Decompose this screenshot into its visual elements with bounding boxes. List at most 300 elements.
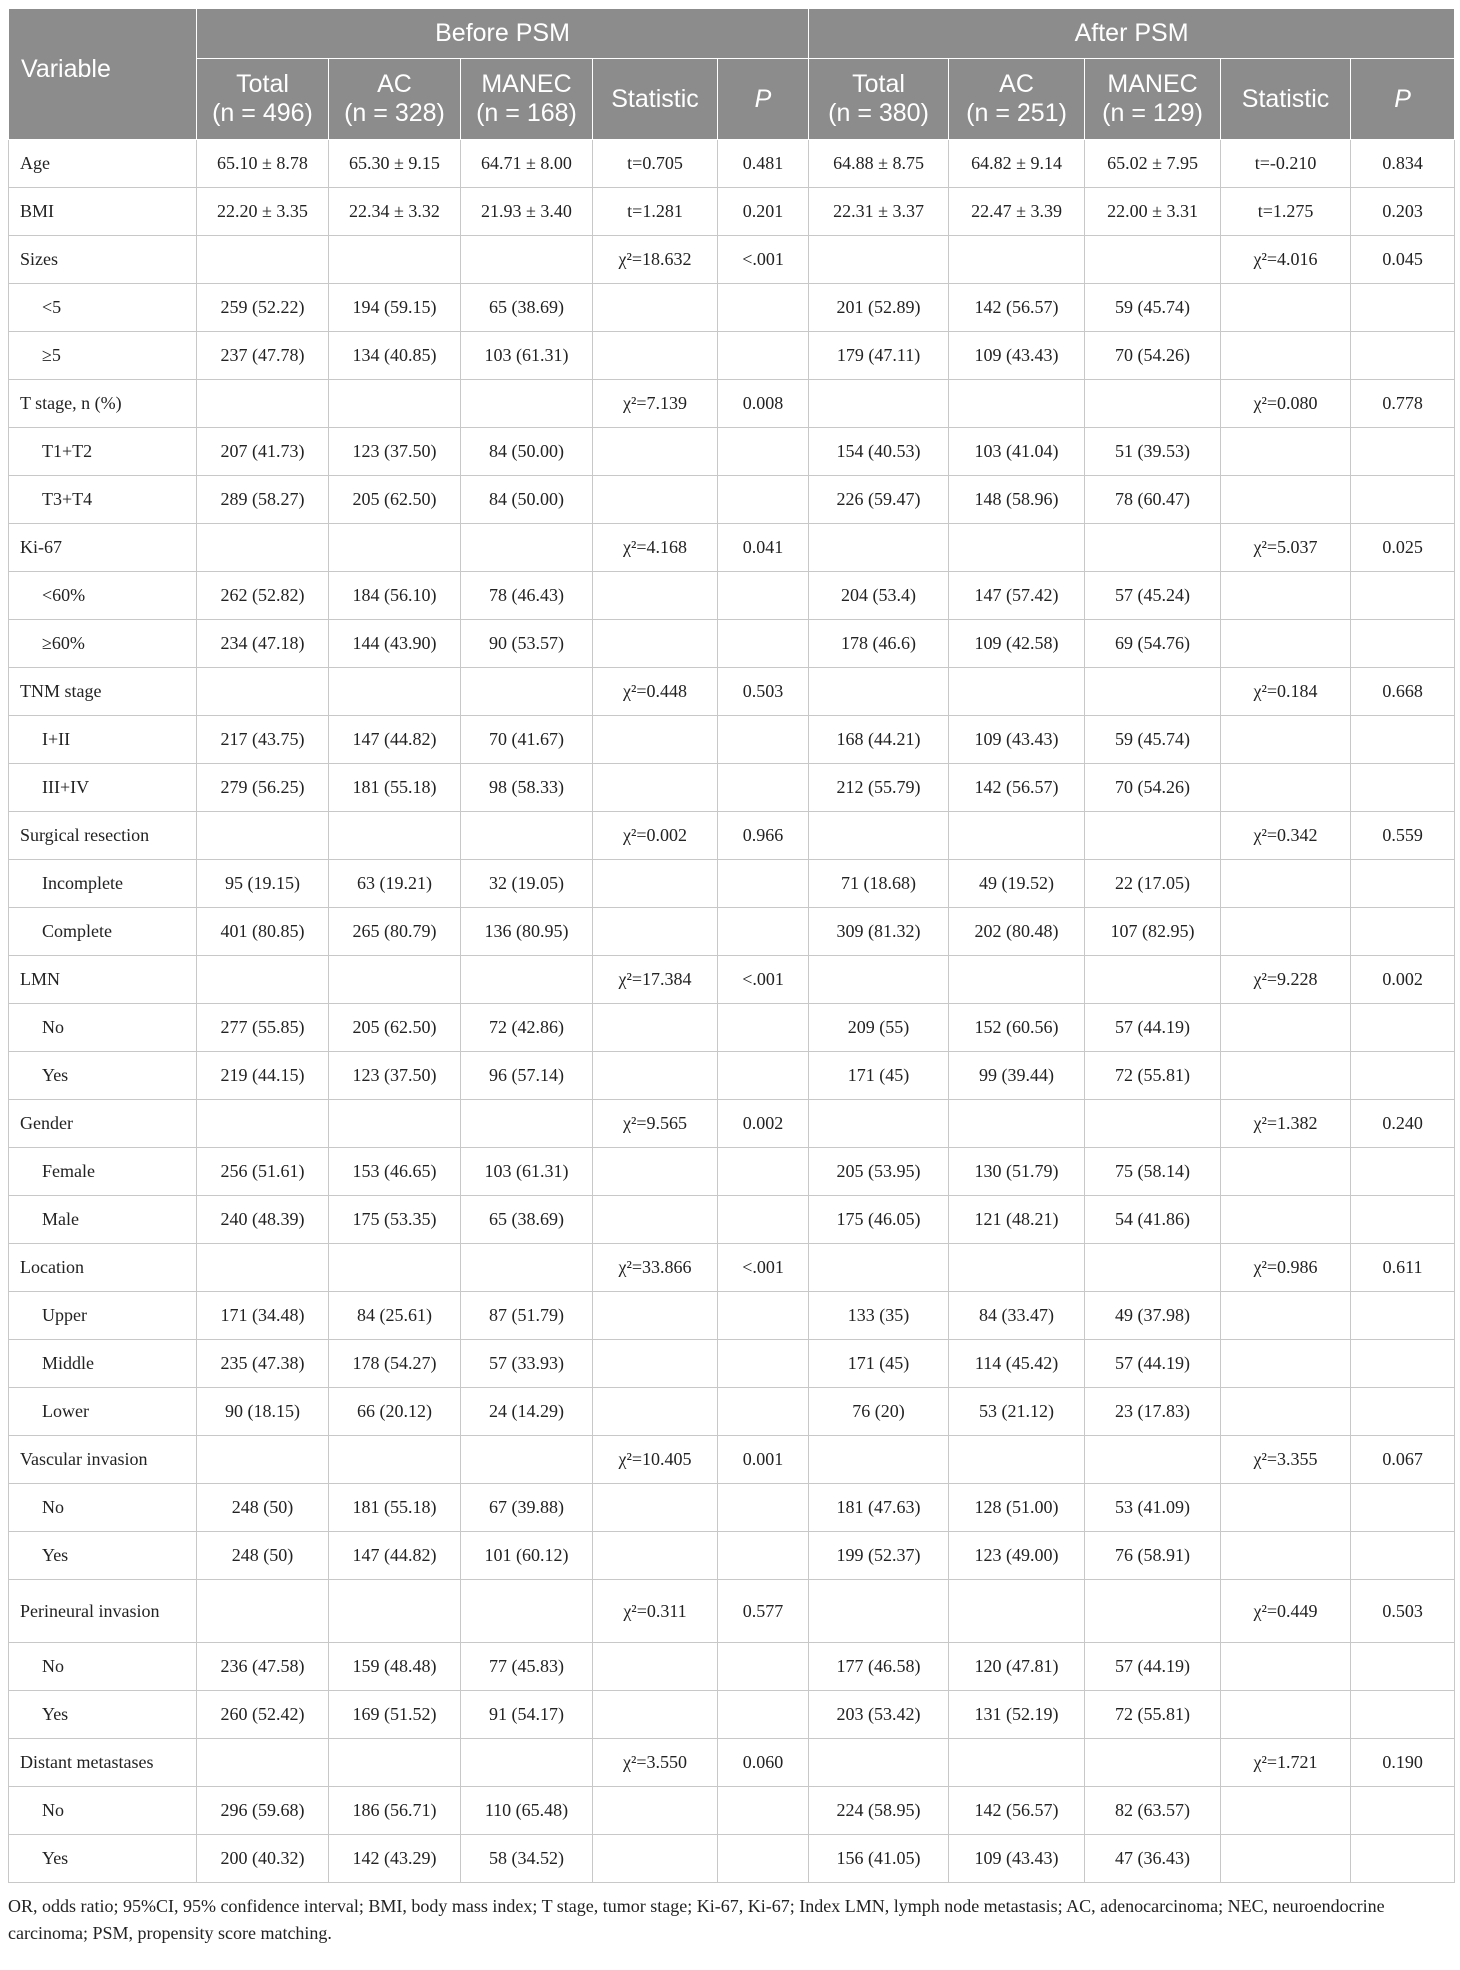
table-cell: 147 (44.82) [329, 1532, 461, 1580]
table-cell [809, 1739, 949, 1787]
table-cell [593, 428, 718, 476]
table-cell: χ²=7.139 [593, 380, 718, 428]
table-row [9, 332, 1455, 380]
table-cell: χ²=1.382 [1221, 1100, 1351, 1148]
table-row [9, 1739, 1455, 1787]
table-row [9, 380, 1455, 428]
table-cell: 22.47 ± 3.39 [949, 188, 1085, 236]
table-cell [593, 620, 718, 668]
table-cell [197, 1580, 329, 1643]
row-label: Complete [9, 908, 197, 956]
table-row [9, 1148, 1455, 1196]
table-cell: 159 (48.48) [329, 1643, 461, 1691]
table-cell: 0.668 [1351, 668, 1455, 716]
table-cell: χ²=9.565 [593, 1100, 718, 1148]
table-cell [1351, 428, 1455, 476]
table-cell [949, 524, 1085, 572]
table-cell: 95 (19.15) [197, 860, 329, 908]
table-cell: 57 (44.19) [1085, 1004, 1221, 1052]
table-cell [1351, 1340, 1455, 1388]
table-cell [197, 1100, 329, 1148]
table-cell: 51 (39.53) [1085, 428, 1221, 476]
table-cell: 0.966 [718, 812, 809, 860]
table-cell: χ²=0.449 [1221, 1580, 1351, 1643]
table-cell [1221, 1484, 1351, 1532]
table-cell [1085, 380, 1221, 428]
table-cell [1351, 332, 1455, 380]
row-label: Location [9, 1244, 197, 1292]
table-cell [1221, 908, 1351, 956]
table-cell: 144 (43.90) [329, 620, 461, 668]
table-cell: 72 (42.86) [461, 1004, 593, 1052]
table-cell: 181 (55.18) [329, 764, 461, 812]
table-cell [1351, 716, 1455, 764]
table-cell: 248 (50) [197, 1484, 329, 1532]
table-row [9, 188, 1455, 236]
table-cell [593, 860, 718, 908]
table-row [9, 812, 1455, 860]
header-after-ac: AC (n = 251) [949, 59, 1085, 140]
table-cell: 54 (41.86) [1085, 1196, 1221, 1244]
table-cell: 178 (46.6) [809, 620, 949, 668]
table-cell [718, 908, 809, 956]
row-label: No [9, 1004, 197, 1052]
table-cell: 63 (19.21) [329, 860, 461, 908]
table-cell: 175 (46.05) [809, 1196, 949, 1244]
header-before-manec: MANEC (n = 168) [461, 59, 593, 140]
table-cell [1351, 1691, 1455, 1739]
table-cell [593, 572, 718, 620]
table-cell: 64.88 ± 8.75 [809, 140, 949, 188]
table-cell: 72 (55.81) [1085, 1691, 1221, 1739]
table-cell [949, 1436, 1085, 1484]
table-cell: χ²=33.866 [593, 1244, 718, 1292]
table-cell [461, 1739, 593, 1787]
table-cell [461, 1100, 593, 1148]
table-cell: χ²=5.037 [1221, 524, 1351, 572]
header-before-statistic: Statistic [593, 59, 718, 140]
table-cell: 58 (34.52) [461, 1835, 593, 1883]
table-cell: 110 (65.48) [461, 1787, 593, 1835]
table-cell: 96 (57.14) [461, 1052, 593, 1100]
table-cell [197, 956, 329, 1004]
table-cell: 142 (56.57) [949, 764, 1085, 812]
table-cell: 0.503 [718, 668, 809, 716]
table-cell: 0.060 [718, 1739, 809, 1787]
table-cell: χ²=1.721 [1221, 1739, 1351, 1787]
table-cell: 147 (44.82) [329, 716, 461, 764]
row-label: I+II [9, 716, 197, 764]
table-row [9, 860, 1455, 908]
table-cell: 401 (80.85) [197, 908, 329, 956]
table-cell: χ²=0.184 [1221, 668, 1351, 716]
table-cell [718, 716, 809, 764]
table-cell [718, 572, 809, 620]
row-label: Distant metastases [9, 1739, 197, 1787]
table-cell: 178 (54.27) [329, 1340, 461, 1388]
row-label: III+IV [9, 764, 197, 812]
table-cell: 205 (62.50) [329, 476, 461, 524]
table-cell [718, 1004, 809, 1052]
row-label: Yes [9, 1691, 197, 1739]
row-label: Yes [9, 1835, 197, 1883]
table-cell [1085, 956, 1221, 1004]
header-group-after: After PSM [809, 9, 1455, 59]
table-cell: 234 (47.18) [197, 620, 329, 668]
table-cell [329, 524, 461, 572]
table-row [9, 140, 1455, 188]
table-row [9, 1484, 1455, 1532]
header-after-total: Total (n = 380) [809, 59, 949, 140]
table-cell: 209 (55) [809, 1004, 949, 1052]
table-cell [949, 380, 1085, 428]
table-cell: 133 (35) [809, 1292, 949, 1340]
row-label: Middle [9, 1340, 197, 1388]
table-cell [593, 1388, 718, 1436]
table-row [9, 1292, 1455, 1340]
table-cell: 199 (52.37) [809, 1532, 949, 1580]
table-cell [1221, 1691, 1351, 1739]
table-cell: 82 (63.57) [1085, 1787, 1221, 1835]
table-cell: 153 (46.65) [329, 1148, 461, 1196]
table-cell [1221, 332, 1351, 380]
table-cell: 53 (21.12) [949, 1388, 1085, 1436]
table-cell: t=1.275 [1221, 188, 1351, 236]
table-cell: 23 (17.83) [1085, 1388, 1221, 1436]
table-row [9, 1100, 1455, 1148]
table-cell: 57 (44.19) [1085, 1340, 1221, 1388]
table-cell [593, 908, 718, 956]
table-cell [1221, 572, 1351, 620]
table-cell: χ²=0.311 [593, 1580, 718, 1643]
table-cell: 120 (47.81) [949, 1643, 1085, 1691]
table-cell [197, 812, 329, 860]
table-cell [809, 524, 949, 572]
table-cell [718, 1292, 809, 1340]
table-cell [461, 524, 593, 572]
table-cell: 65.02 ± 7.95 [1085, 140, 1221, 188]
table-cell [1221, 1835, 1351, 1883]
table-cell [329, 1244, 461, 1292]
table-row [9, 1580, 1455, 1643]
row-label: <60% [9, 572, 197, 620]
table-cell [593, 1148, 718, 1196]
table-cell [1351, 764, 1455, 812]
table-cell: 84 (50.00) [461, 428, 593, 476]
row-label: Male [9, 1196, 197, 1244]
table-cell [593, 1835, 718, 1883]
table-row [9, 908, 1455, 956]
table-cell: 171 (45) [809, 1052, 949, 1100]
table-cell [593, 1340, 718, 1388]
row-label: Lower [9, 1388, 197, 1436]
table-cell: 78 (46.43) [461, 572, 593, 620]
table-cell: 123 (49.00) [949, 1532, 1085, 1580]
table-cell [461, 380, 593, 428]
table-cell [718, 1691, 809, 1739]
table-cell: 181 (55.18) [329, 1484, 461, 1532]
table-cell: 109 (42.58) [949, 620, 1085, 668]
table-cell: 0.481 [718, 140, 809, 188]
table-cell [1351, 1388, 1455, 1436]
table-cell [593, 716, 718, 764]
table-cell [718, 764, 809, 812]
table-cell [1351, 1148, 1455, 1196]
table-cell [593, 1532, 718, 1580]
header-group-before: Before PSM [197, 9, 809, 59]
table-cell: χ²=3.550 [593, 1739, 718, 1787]
table-cell [329, 812, 461, 860]
table-cell [593, 476, 718, 524]
table-cell: 142 (56.57) [949, 1787, 1085, 1835]
table-cell: 84 (50.00) [461, 476, 593, 524]
table-row [9, 1196, 1455, 1244]
table-cell: χ²=9.228 [1221, 956, 1351, 1004]
table-cell: 186 (56.71) [329, 1787, 461, 1835]
table-cell: 0.834 [1351, 140, 1455, 188]
table-cell [1221, 428, 1351, 476]
table-cell [329, 380, 461, 428]
table-cell: 84 (33.47) [949, 1292, 1085, 1340]
table-cell: 0.025 [1351, 524, 1455, 572]
table-cell [1085, 812, 1221, 860]
table-cell [949, 1580, 1085, 1643]
table-cell [1085, 1436, 1221, 1484]
table-cell: 49 (37.98) [1085, 1292, 1221, 1340]
table-cell: 131 (52.19) [949, 1691, 1085, 1739]
table-cell: 256 (51.61) [197, 1148, 329, 1196]
table-cell: 309 (81.32) [809, 908, 949, 956]
row-label: No [9, 1643, 197, 1691]
table-cell: 53 (41.09) [1085, 1484, 1221, 1532]
table-cell: 265 (80.79) [329, 908, 461, 956]
table-cell: t=-0.210 [1221, 140, 1351, 188]
table-cell [1351, 1484, 1455, 1532]
header-after-manec: MANEC (n = 129) [1085, 59, 1221, 140]
table-cell [1351, 860, 1455, 908]
table-cell [949, 668, 1085, 716]
table-cell: 134 (40.85) [329, 332, 461, 380]
table-cell [593, 1052, 718, 1100]
table-cell: 59 (45.74) [1085, 284, 1221, 332]
table-cell: 21.93 ± 3.40 [461, 188, 593, 236]
row-label: <5 [9, 284, 197, 332]
table-cell: 109 (43.43) [949, 716, 1085, 764]
table-cell [197, 1436, 329, 1484]
table-cell: 64.71 ± 8.00 [461, 140, 593, 188]
row-label: Vascular invasion [9, 1436, 197, 1484]
table-cell: 72 (55.81) [1085, 1052, 1221, 1100]
table-cell: 49 (19.52) [949, 860, 1085, 908]
table-cell [1221, 1004, 1351, 1052]
table-row [9, 524, 1455, 572]
table-cell [718, 1052, 809, 1100]
table-cell [329, 236, 461, 284]
table-cell [1221, 476, 1351, 524]
table-cell: 236 (47.58) [197, 1643, 329, 1691]
table-cell [949, 812, 1085, 860]
table-cell: 32 (19.05) [461, 860, 593, 908]
table-cell: 128 (51.00) [949, 1484, 1085, 1532]
table-row [9, 620, 1455, 668]
table-cell: 184 (56.10) [329, 572, 461, 620]
table-cell: 123 (37.50) [329, 1052, 461, 1100]
table-cell: 177 (46.58) [809, 1643, 949, 1691]
table-cell: 279 (56.25) [197, 764, 329, 812]
row-label: T1+T2 [9, 428, 197, 476]
table-cell [949, 956, 1085, 1004]
header-variable: Variable [9, 9, 197, 140]
row-label: No [9, 1484, 197, 1532]
table-cell [197, 1244, 329, 1292]
table-cell: 0.778 [1351, 380, 1455, 428]
header-after-p: P [1351, 59, 1455, 140]
table-cell: 47 (36.43) [1085, 1835, 1221, 1883]
table-cell: 0.240 [1351, 1100, 1455, 1148]
table-cell: 224 (58.95) [809, 1787, 949, 1835]
table-cell: 277 (55.85) [197, 1004, 329, 1052]
table-cell: 259 (52.22) [197, 284, 329, 332]
table-cell [1351, 1052, 1455, 1100]
table-cell [1221, 1532, 1351, 1580]
table-cell: 0.577 [718, 1580, 809, 1643]
table-cell [461, 1580, 593, 1643]
row-label: Yes [9, 1532, 197, 1580]
table-row [9, 668, 1455, 716]
row-label: Female [9, 1148, 197, 1196]
table-cell: 103 (61.31) [461, 1148, 593, 1196]
table-cell: χ²=0.448 [593, 668, 718, 716]
table-cell: 201 (52.89) [809, 284, 949, 332]
table-cell: t=0.705 [593, 140, 718, 188]
table-cell: 22.20 ± 3.35 [197, 188, 329, 236]
table-cell [1085, 236, 1221, 284]
table-cell: 154 (40.53) [809, 428, 949, 476]
table-cell [1351, 1835, 1455, 1883]
table-cell [718, 1643, 809, 1691]
table-cell [718, 1340, 809, 1388]
table-cell [461, 956, 593, 1004]
table-cell: 109 (43.43) [949, 1835, 1085, 1883]
table-cell [197, 668, 329, 716]
table-cell [593, 1292, 718, 1340]
table-cell [718, 284, 809, 332]
row-label: Sizes [9, 236, 197, 284]
table-cell: 296 (59.68) [197, 1787, 329, 1835]
table-cell [593, 1004, 718, 1052]
table-cell: 109 (43.43) [949, 332, 1085, 380]
table-row [9, 284, 1455, 332]
table-cell: 24 (14.29) [461, 1388, 593, 1436]
table-cell: χ²=0.080 [1221, 380, 1351, 428]
table-cell [1221, 284, 1351, 332]
table-cell: 66 (20.12) [329, 1388, 461, 1436]
table-cell: 59 (45.74) [1085, 716, 1221, 764]
table-cell [197, 1739, 329, 1787]
table-cell: 69 (54.76) [1085, 620, 1221, 668]
table-cell: 107 (82.95) [1085, 908, 1221, 956]
table-cell [718, 1835, 809, 1883]
table-cell: 65.10 ± 8.78 [197, 140, 329, 188]
table-cell [1221, 1388, 1351, 1436]
table-row [9, 1691, 1455, 1739]
table-cell [593, 1196, 718, 1244]
table-cell [593, 284, 718, 332]
table-cell [197, 236, 329, 284]
table-cell: 169 (51.52) [329, 1691, 461, 1739]
table-cell [949, 1244, 1085, 1292]
table-cell [329, 1739, 461, 1787]
table-cell [1221, 1196, 1351, 1244]
table-cell [329, 668, 461, 716]
table-cell: 212 (55.79) [809, 764, 949, 812]
table-cell [593, 1691, 718, 1739]
table-cell [197, 524, 329, 572]
table-cell [1085, 1739, 1221, 1787]
row-label: Gender [9, 1100, 197, 1148]
table-cell: 70 (54.26) [1085, 764, 1221, 812]
table-row [9, 1532, 1455, 1580]
table-cell [718, 1196, 809, 1244]
table-body [9, 140, 1455, 1883]
table-cell: 103 (61.31) [461, 332, 593, 380]
table-cell: χ²=17.384 [593, 956, 718, 1004]
table-cell: 0.503 [1351, 1580, 1455, 1643]
table-cell [461, 668, 593, 716]
table-cell [809, 380, 949, 428]
row-label: ≥60% [9, 620, 197, 668]
row-label: ≥5 [9, 332, 197, 380]
table-cell: 181 (47.63) [809, 1484, 949, 1532]
table-cell: 289 (58.27) [197, 476, 329, 524]
table-row [9, 1004, 1455, 1052]
table-cell [809, 1436, 949, 1484]
table-row [9, 1052, 1455, 1100]
table-footnote: OR, odds ratio; 95%CI, 95% confidence interval; BMI, body mass index; T stage, tumor stage; Ki-67, Ki-67; Index LMN, lymph node metastasis; AC, adenocarcinoma; NEC, neuroendocrine carcinoma; PSM, propensity score matching. [8, 1896, 1385, 1943]
table-cell: 130 (51.79) [949, 1148, 1085, 1196]
table-cell [718, 332, 809, 380]
table-row [9, 956, 1455, 1004]
table-cell [1351, 1532, 1455, 1580]
table-row [9, 236, 1455, 284]
table-cell: <.001 [718, 236, 809, 284]
table-cell: 22.34 ± 3.32 [329, 188, 461, 236]
table-cell: 114 (45.42) [949, 1340, 1085, 1388]
row-label: Ki-67 [9, 524, 197, 572]
table-cell [809, 236, 949, 284]
table-cell: 22.31 ± 3.37 [809, 188, 949, 236]
table-cell [461, 236, 593, 284]
table-cell: 90 (53.57) [461, 620, 593, 668]
table-cell [1085, 1244, 1221, 1292]
table-cell [718, 1148, 809, 1196]
table-cell: 99 (39.44) [949, 1052, 1085, 1100]
table-cell: 136 (80.95) [461, 908, 593, 956]
table-cell [1221, 1643, 1351, 1691]
row-label: BMI [9, 188, 197, 236]
row-label: TNM stage [9, 668, 197, 716]
table-cell: 0.201 [718, 188, 809, 236]
table-cell: 240 (48.39) [197, 1196, 329, 1244]
table-cell: 226 (59.47) [809, 476, 949, 524]
table-cell [1221, 1292, 1351, 1340]
table-cell: 76 (58.91) [1085, 1532, 1221, 1580]
table-cell: 70 (41.67) [461, 716, 593, 764]
header-before-total: Total (n = 496) [197, 59, 329, 140]
table-row [9, 1835, 1455, 1883]
table-cell: 207 (41.73) [197, 428, 329, 476]
table-cell: 148 (58.96) [949, 476, 1085, 524]
